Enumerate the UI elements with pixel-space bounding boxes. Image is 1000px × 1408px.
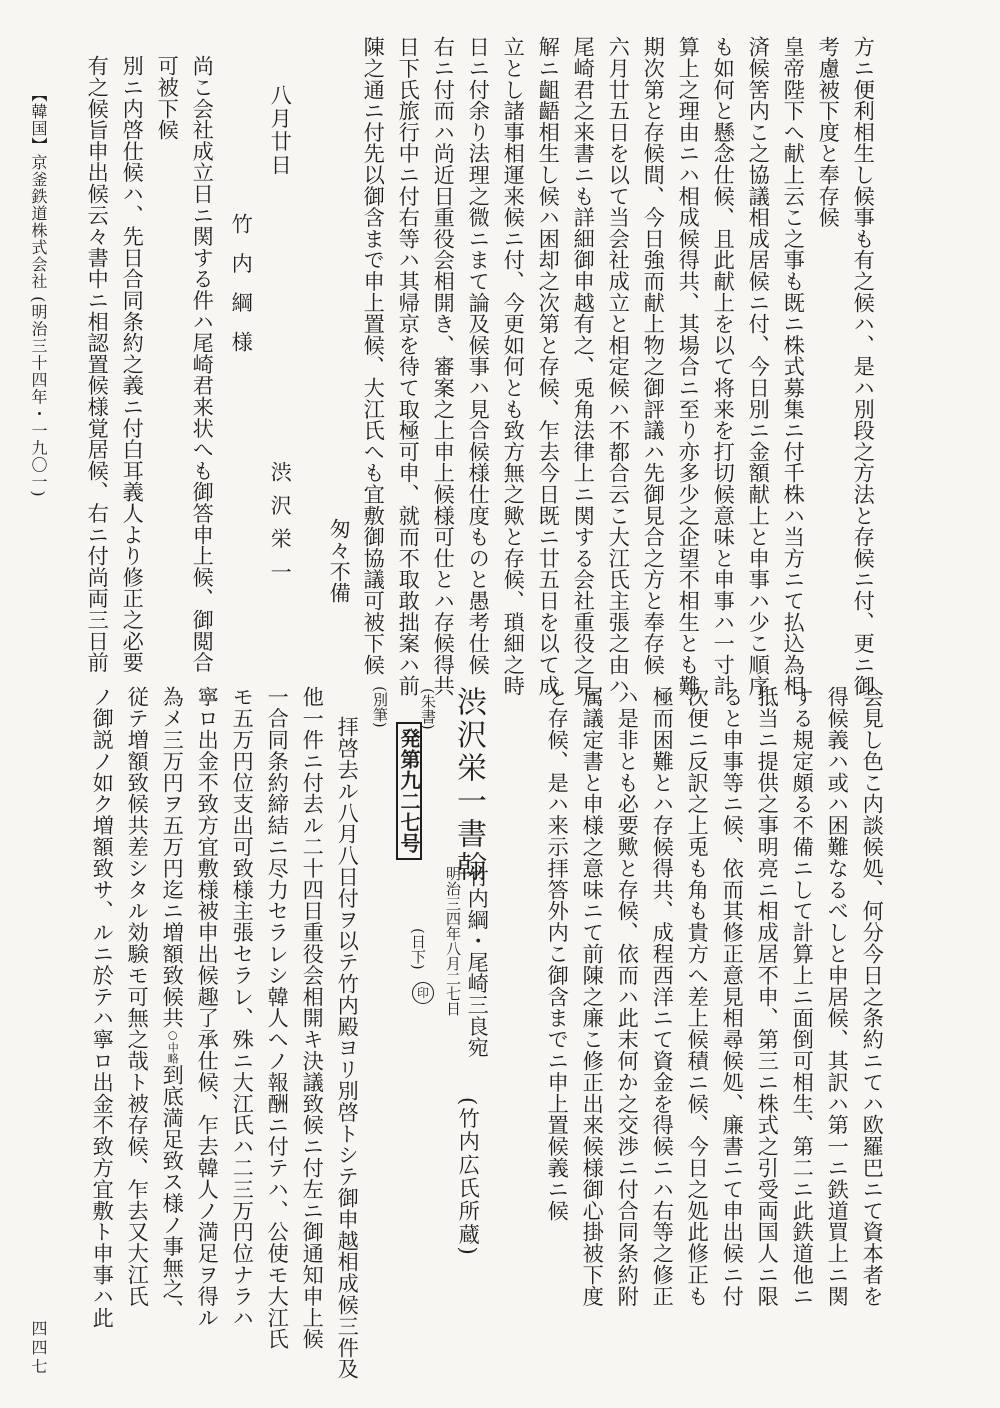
addressee-name: 竹内綱様 <box>229 213 255 370</box>
text-column: 属議定書と申様之意味ニて前陳之廉こ修正出来候様御心掛被下度 <box>580 686 606 1307</box>
text-column: 抵当ニ提供之事明亮ニ相成居不申、第三ニ株式之引受両国人ニ限 <box>755 686 781 1307</box>
text-column: 会見し色こ内談候処、何分今日之条約ニてハ欧羅巴ニて資本者を <box>860 686 886 1307</box>
text-column <box>160 686 186 1321</box>
document-title: 渋沢栄一書翰 <box>451 686 486 884</box>
text-column: 日ニ付余り法理之微ニまて論及候事ハ見合候様仕度ものと愚考仕候 <box>466 36 492 675</box>
text-column: ハ是非とも必要歟と存候、依而ハ此末何か之交渉ニ付合同条約附 <box>615 686 641 1307</box>
document-date: 明治三四年八月二七日 <box>444 866 462 1016</box>
text-column: 期次第と存候間、今日強而献上物之御評議ハ先御見合之方と奉存候 <box>641 36 667 675</box>
seal-mark: 印 <box>412 982 434 1004</box>
document-recipients: 竹内綱・尾崎三良宛 <box>465 866 491 1058</box>
text-column: 極而困難とハ存候得共、成程西洋ニて資金を得候ニハ右等之修正 <box>650 686 676 1307</box>
vermilion-note: (朱書) <box>419 688 437 730</box>
text-column: 考慮被下度と奉存候 <box>816 36 842 228</box>
text-column: 済候筈内こ之協議相成居候ニ付、今日別ニ金額献上と申事ハ少こ順序 <box>746 36 772 697</box>
text-segment: 為メ三万円ヲ五万円迄ニ増額致候共 <box>160 686 186 1029</box>
running-footer: 【韓国】京釜鉄道株式会社 (明治三十四年・一九〇一) <box>29 86 48 498</box>
text-column: 尾崎君之来書ニも詳細御申越有之、兎角法律上ニ関する会社重役之見 <box>571 36 597 697</box>
text-column: 従テ増額致候共差シタル効験モ可無之哉ト被存候、乍去又大江氏 <box>125 686 151 1307</box>
text-column: 他一件ニ付去ル二十四日重役会相開キ決議致候ニ付左ニ御通知申上候 <box>300 686 326 1350</box>
text-segment: 到底満足致ス様ノ事無之、 <box>160 1064 186 1321</box>
text-column: 六月廿五日を以て当会社成立と相定候ハ不都合云こ大江氏主張之由ハ <box>606 36 632 697</box>
text-column: 方ニ便利相生し候事も有之候ハ、是ハ別段之方法と存候ニ付、更ニ御 <box>851 36 877 697</box>
document-number-box: 発第九二七号 <box>396 722 422 860</box>
text-column: 算上之理由ニハ相成候得共、其場合ニ至り亦多少之企望不相生とも難 <box>676 36 702 697</box>
text-column: 一合同条約締結ニ尽力セラレシ韓人ヘノ報酬ニ付テハ、公使モ大江氏 <box>265 686 291 1350</box>
text-column: 寧ロ出金不致方宜敷様被申出候趣了承仕候、乍去韓人ノ満足ヲ得ル <box>195 686 221 1328</box>
text-column: 陳之通ニ付先以御含まで申上置候、大江氏へも宜敷御協議可被下候 <box>361 36 387 675</box>
letter-date: 八月廿日 <box>268 84 294 177</box>
text-column: ノ御説ノ如ク増額致サ、ルニ於テハ寧ロ出金不致方宜敷ト申事ハ此 <box>90 686 116 1328</box>
omission-note: ○中略 <box>166 1028 180 1065</box>
closing-phrase: 匆々不備 <box>327 518 353 604</box>
text-column: する規定頗る不備ニして計算上ニ面倒可相生、第二ニ此鉄道他ニ <box>790 686 816 1307</box>
document-source: (竹内広氏所蔵) <box>456 1097 482 1257</box>
text-column: 有之候旨申出候云々書中ニ相認置候様覚居候、右ニ付尚両三日前 <box>85 55 111 673</box>
text-column: 別ニ内啓仕候ハ、先日合同条約之義ニ付白耳義人より修正之必要 <box>120 55 146 673</box>
text-column: 右ニ付而ハ尚近日重役会相開き、審案之上申上候様可仕とハ存候得共 <box>431 36 457 697</box>
text-column: 立とし諸事相運来候ニ付、今更如何とも致方無之歟と存候、瑣細之時 <box>501 36 527 697</box>
sender-name: 渋沢栄一 <box>268 461 294 594</box>
text-column: 皇帝陛下へ献上云こ之事も既ニ株式募集ニ付千株ハ当方ニて払込為相 <box>781 36 807 697</box>
text-column: 解ニ齟齬相生し候ハ困却之次第と存候、乍去今日既ニ廿五日を以て成 <box>536 36 562 697</box>
text-column: ると申事等ニ候、依而其修正意見相尋候処、廉書ニて申出候ニ付 <box>720 686 746 1307</box>
page-number: 四四七 <box>29 1320 48 1377</box>
text-column: 尚こ会社成立日ニ関する件ハ尾崎君来状へも御答申上候、御閲合 <box>190 55 216 673</box>
text-column: 可被下候 <box>155 55 181 141</box>
text-column: 拝啓去ル八月八日付ヲ以テ竹内殿ヨリ別啓トシテ御申越相成候三件及 <box>335 716 361 1380</box>
text-column: 得候義ハ或ハ困難なるべしと申居候、其訳ハ第一ニ鉄道買上ニ関 <box>825 686 851 1307</box>
annex-note: (別筆) <box>371 686 389 728</box>
text-column: も如何と懸念仕候、且此献上を以て将来を打切候意味と申事ハ一寸計 <box>711 36 737 697</box>
text-column: と存候、是ハ来示拝答外内こ御含までニ申上置候義ニ候 <box>545 686 571 1221</box>
text-column: モ五万円位支出可致様主張セラレ、殊ニ大江氏ハ二三万円位ナラハ <box>230 686 256 1328</box>
text-column: 次便ニ反訳之上兎も角も貴方へ差上候積ニ候、今日之処此修正も <box>685 686 711 1307</box>
text-column: 日下氏旅行中ニ付右等ハ其帰京を待て取極可申、就而不取敢拙案ハ前 <box>396 36 422 697</box>
sign-date: (日下) <box>409 928 427 970</box>
